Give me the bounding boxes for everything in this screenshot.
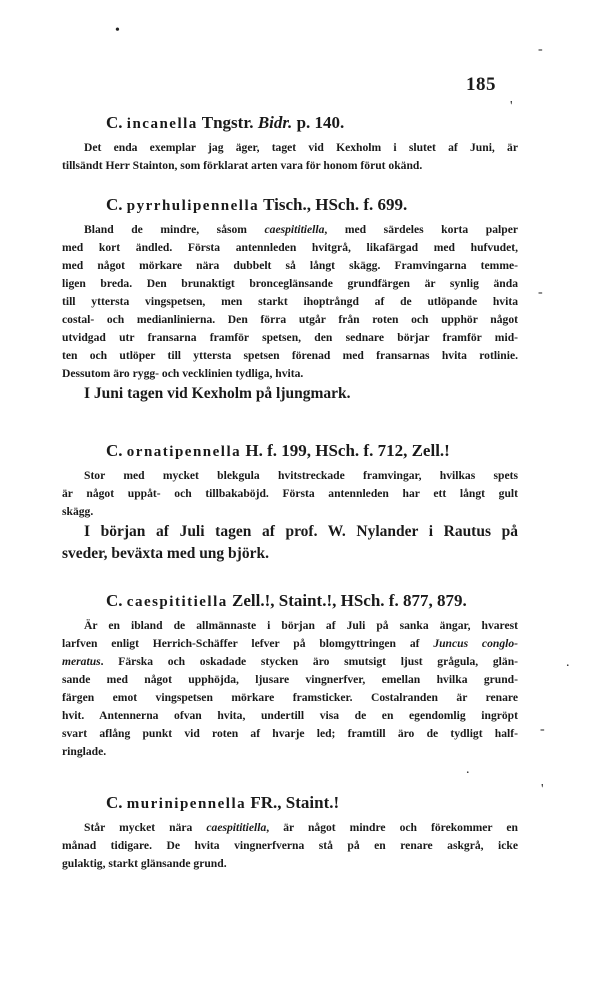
speck-mark: ' [510, 99, 513, 114]
text-line: Står mycket nära caespititiella, är något mindre och förekommer en [84, 821, 518, 834]
genus-abbrev: C. [106, 441, 123, 460]
speck-mark: - [540, 722, 545, 737]
text-line: färgen emot vingspetsen mörkare framsticker. Costalranden är renare [62, 691, 518, 704]
species-name: caespititiella [126, 594, 228, 610]
text-line: Bland de mindre, såsom caespititiella, med särdeles korta palper [84, 223, 518, 236]
species-entry [62, 440, 518, 565]
speck-mark: . [566, 655, 570, 670]
description-text [62, 819, 518, 873]
author-citation: Tisch., HSch. f. 699. [263, 195, 408, 214]
species-name: incanella [126, 116, 198, 132]
text-line: Stor med mycket blekgula hvitstreckade framvingar, hvilkas spets [84, 469, 518, 482]
description-text [62, 467, 518, 521]
description-text [62, 221, 518, 383]
species-entry [62, 194, 518, 405]
entry-heading [106, 440, 518, 463]
text-line: med kort ändled. Första antennleden hvitgrå, likafärgad med hufvudet, [62, 241, 518, 254]
text-line: meratus. Färska och oskadade stycken äro smutsigt ljust grågula, glän- [62, 655, 518, 668]
speck-mark: • [115, 23, 120, 38]
author-citation: FR., Staint.! [250, 793, 340, 812]
genus-abbrev: C. [106, 793, 123, 812]
text-line: gulaktig, starkt glänsande grund. [62, 857, 227, 870]
locality-line: sveder, beväxta med ung björk. [62, 545, 269, 562]
text-line: ten och utlöper till yttersta spetsen förenad med fransarnas hvita rotlinie. [62, 349, 518, 362]
locality-text [62, 383, 518, 405]
text-line: sande med något upphöjda, ljusare vingnerfver, emellan hvilka grund- [62, 673, 518, 686]
text-line: Dessutom äro rygg- och vecklinien tydliga, hvita. [62, 367, 304, 380]
genus-abbrev: C. [106, 591, 123, 610]
genus-abbrev: C. [106, 113, 123, 132]
entry-heading [106, 590, 518, 613]
reference-pages: p. 140. [296, 113, 345, 132]
text-line: costal- och medianlinierna. Den förra utgår från roten och upphör något [62, 313, 518, 326]
text-line: tillsändt Herr Stainton, som förklarat arten vara för honom förut okänd. [62, 159, 423, 172]
text-line: svart aflång punkt vid roten af hvarje led; framtill äro de tydligt half- [62, 727, 518, 740]
description-text [62, 617, 518, 761]
text-line: är något uppåt- och tillbakaböjd. Första antennleden har ett långt gult [62, 487, 518, 500]
author-citation: Zell.!, Staint.!, HSch. f. 877, 879. [232, 591, 467, 610]
entry-heading [106, 112, 518, 135]
locality-line: I Juni tagen vid Kexholm på ljungmark. [84, 385, 351, 402]
text-line: skägg. [62, 505, 94, 518]
text-line: ligen breda. Den brunaktigt bronceglänsande grundfärgen är synlig ända [62, 277, 518, 290]
text-line: ringlade. [62, 745, 107, 758]
text-line: Är en ibland de allmännaste i början af Juli på sanka ängar, hvarest [84, 619, 518, 632]
species-name: pyrrhulipennella [126, 198, 260, 214]
text-line: månad tidigare. De hvita vingnerfverna stå på en renare askgrå, icke [62, 839, 518, 852]
text-line: larfven enligt Herrich-Schäffer lefver på blomgyttringen af Juncus conglo- [62, 637, 519, 650]
species-entry [62, 590, 518, 761]
author-citation: H. f. 199, HSch. f. 712, Zell.! [245, 441, 450, 460]
speck-mark: - [538, 42, 543, 57]
text-line: till yttersta vingspetsen, men starkt ihoptrångd af de utlöpande hvita [62, 295, 518, 308]
speck-mark: - [538, 285, 543, 300]
genus-abbrev: C. [106, 195, 123, 214]
species-entry [62, 112, 518, 175]
species-name: murinipennella [126, 796, 247, 812]
entry-heading [106, 194, 518, 217]
page-number: 185 [466, 74, 496, 95]
entry-heading [106, 792, 518, 815]
locality-text [62, 521, 518, 565]
reference-title: Bidr. [257, 113, 293, 132]
speck-mark: . [466, 762, 470, 777]
author-citation: Tngstr. [201, 113, 254, 132]
text-line: utvidgad utr fransarna framför spetsen, den sednare börjar framför mid- [62, 331, 518, 344]
text-line: med något mörkare nära dubbelt så långt skägg. Framvingarna temme- [62, 259, 518, 272]
species-entry [62, 792, 518, 873]
speck-mark: ' [541, 782, 544, 797]
species-name: ornatipennella [126, 444, 242, 460]
text-line: Det enda exemplar jag äger, taget vid Kexholm i slutet af Juni, är [84, 141, 518, 154]
locality-line: I början af Juli tagen af prof. W. Nylander i Rautus på [84, 523, 518, 540]
text-line: hvit. Antennerna ofvan hvita, undertill visa de en egendomlig ingröpt [62, 709, 518, 722]
description-text [62, 139, 518, 175]
